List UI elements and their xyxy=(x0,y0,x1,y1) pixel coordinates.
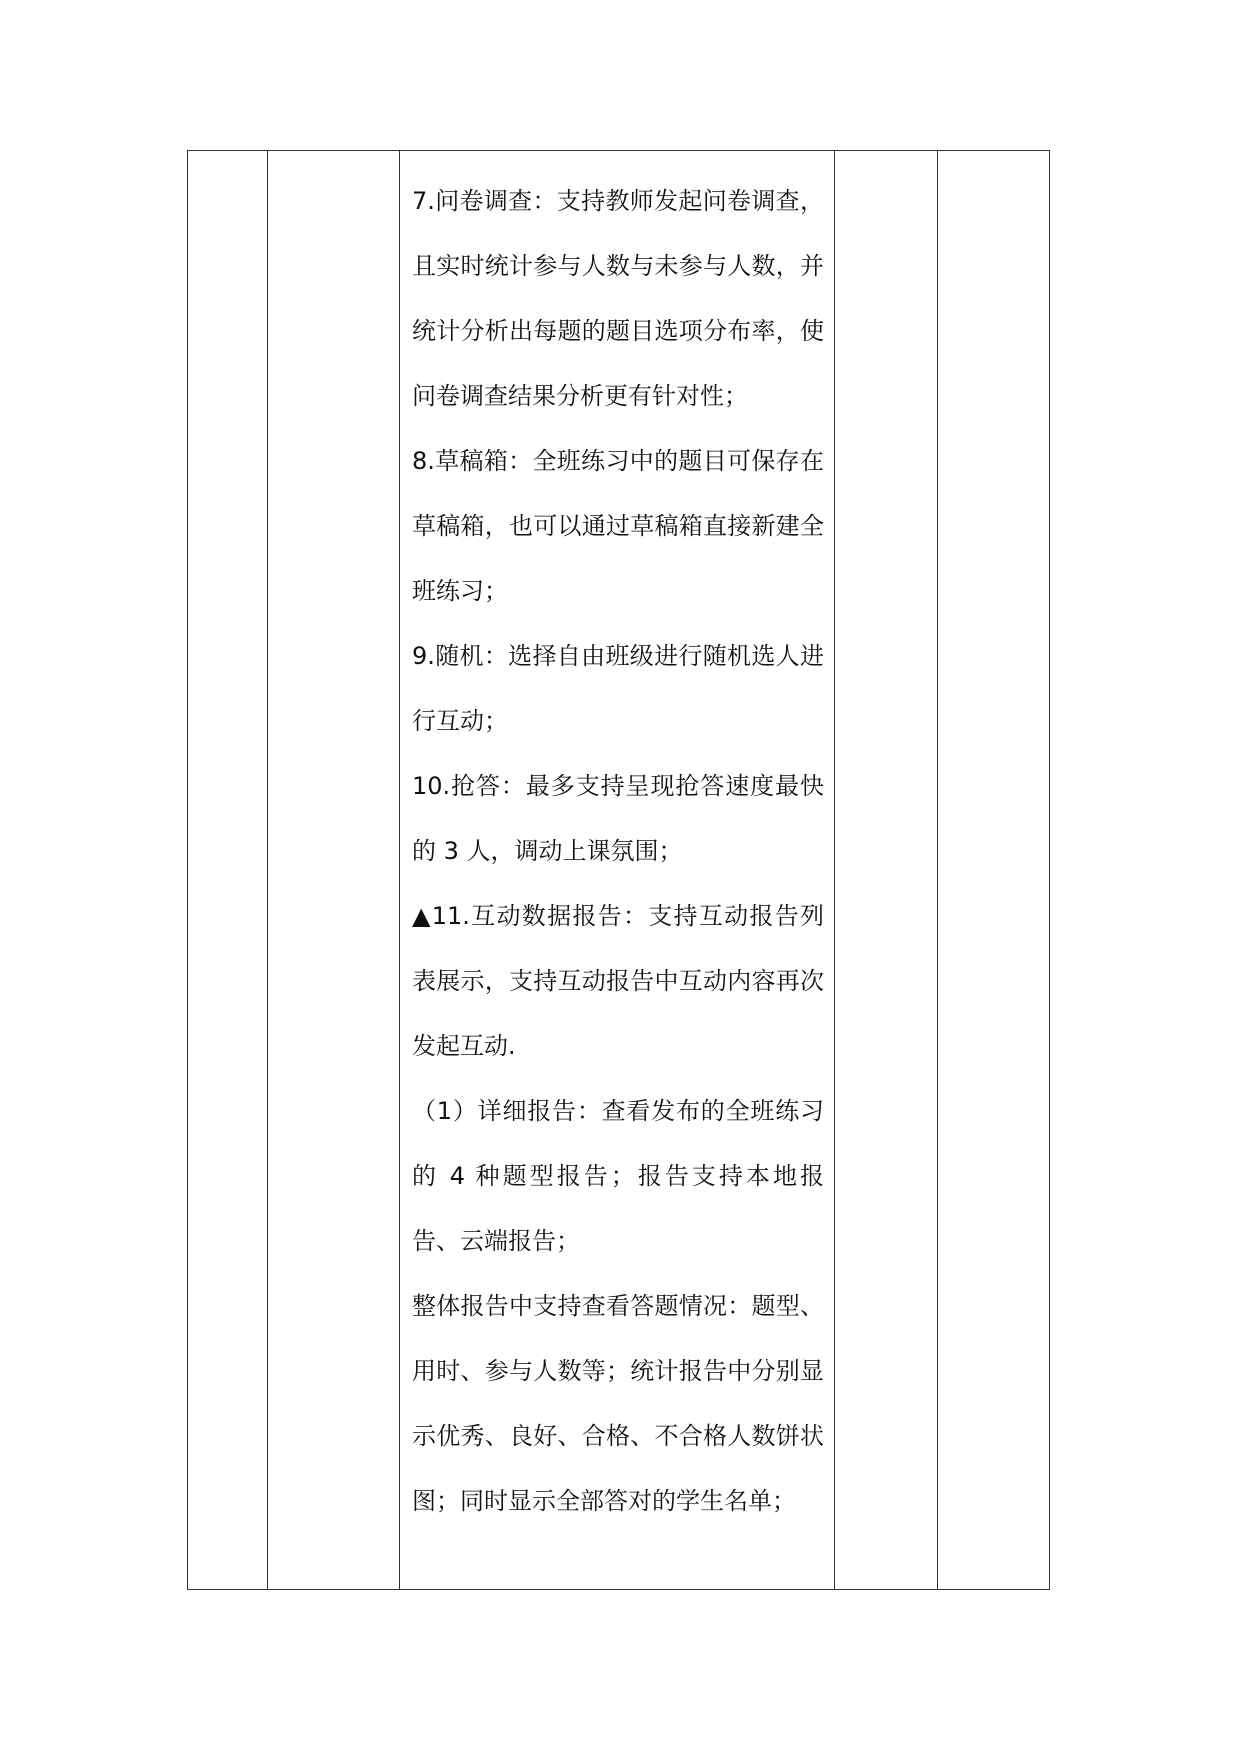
paragraph-overall-report: 整体报告中支持查看答题情况：题型、用时、参与人数等；统计报告中分别显示优秀、良好、合格、不合格人数饼状图；同时显示全部答对的学生名单； xyxy=(412,1292,824,1515)
paragraph-detailed-report: （1）详细报告：查看发布的全班练习的 4 种题型报告；报告支持本地报告、云端报告； xyxy=(412,1097,824,1255)
paragraph-questionnaire: 7.问卷调查：支持教师发起问卷调查，且实时统计参与人数与未参与人数，并统计分析出每题的题目选项分布率，使问卷调查结果分析更有针对性； xyxy=(412,187,824,410)
table-cell-description xyxy=(400,151,835,1590)
paragraph-quick-answer: 10.抢答：最多支持呈现抢答速度最快的 3 人，调动上课氛围； xyxy=(412,772,824,865)
paragraph-drafts: 8.草稿箱：全班练习中的题目可保存在草稿箱，也可以通过草稿箱直接新建全班练习； xyxy=(412,447,824,605)
table-cell-1 xyxy=(188,151,268,1590)
table-cell-4 xyxy=(835,151,938,1590)
table-row xyxy=(188,151,1050,1590)
spec-table xyxy=(187,150,1050,1590)
paragraph-interaction-report: ▲11.互动数据报告：支持互动报告列表展示，支持互动报告中互动内容再次发起互动. xyxy=(412,902,824,1060)
table-cell-2 xyxy=(268,151,400,1590)
description-content xyxy=(400,151,834,1534)
table-cell-5 xyxy=(938,151,1050,1590)
paragraph-random: 9.随机：选择自由班级进行随机选人进行互动； xyxy=(412,642,824,735)
